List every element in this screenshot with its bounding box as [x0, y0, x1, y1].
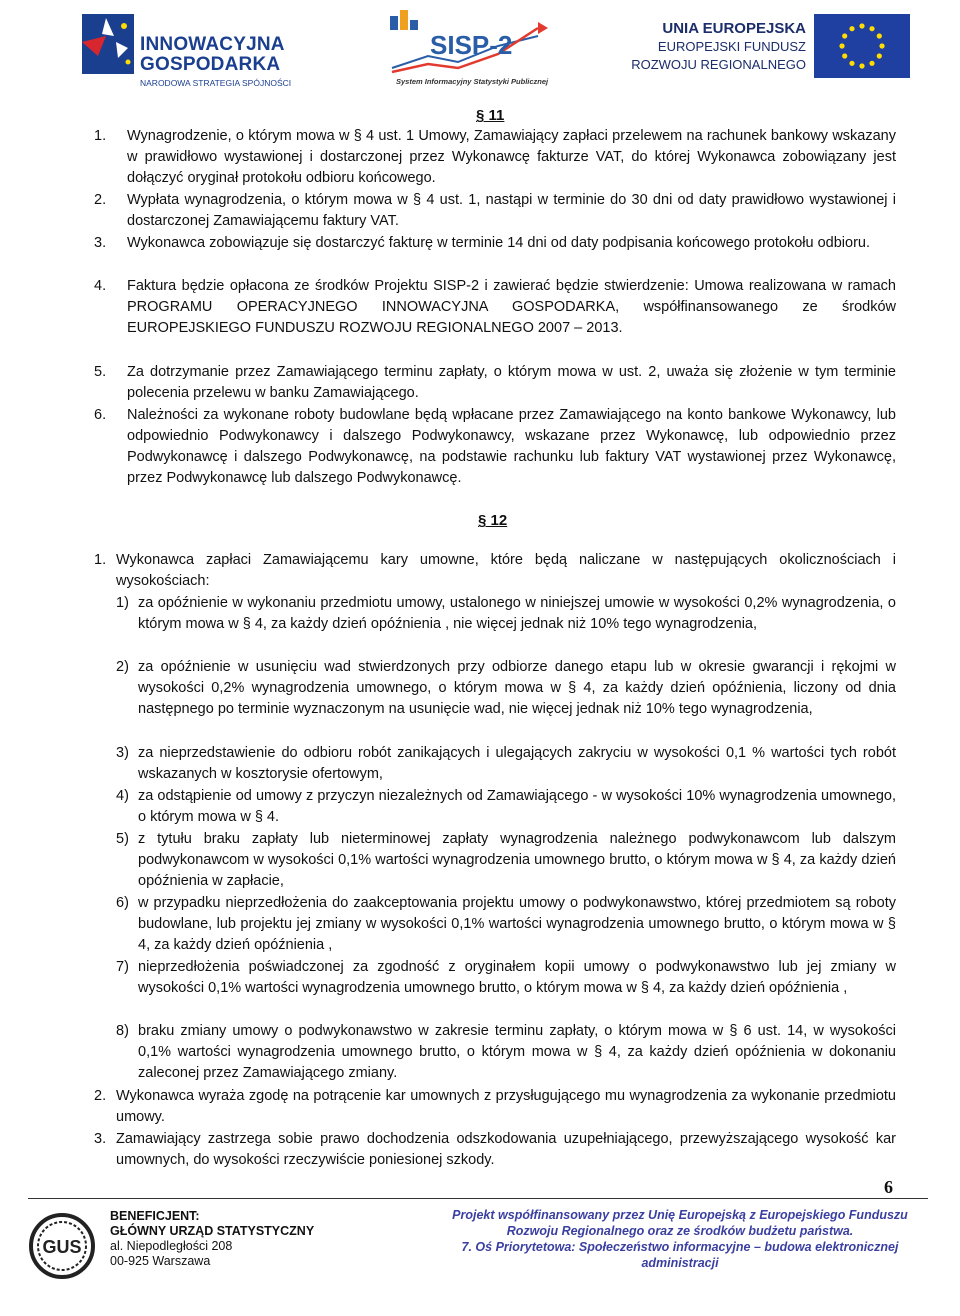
beneficiary-block: [110, 1209, 314, 1269]
section-11-heading: § 11: [476, 107, 505, 124]
project-funding-note: [430, 1207, 930, 1271]
sisp-2-logo: [388, 6, 558, 90]
eu-flag-icon: [814, 14, 910, 78]
beneficiary-address-2: 00-925 Warszawa: [110, 1254, 211, 1268]
section-12-heading: § 12: [478, 512, 508, 529]
sec11-item-4-number: 4.: [94, 278, 107, 294]
sisp-name: SISP-2: [430, 30, 513, 60]
eu-title: UNIA EUROPEJSKA: [662, 20, 806, 37]
sec11-item-2-text: Wypłata wynagrodzenia, o którym mowa w § 4 ust. 1, nastąpi w terminie do 30 dni od daty prawidłowo wystawionej i dostarczonej Zamawiającemu faktury VAT.: [127, 192, 896, 229]
ig-emblem-icon: [76, 12, 136, 76]
sisp-subtitle: System Informacyjny Statystyki Publicznej: [396, 77, 549, 86]
sec11-item-6-number: 6.: [94, 407, 107, 423]
gus-logo-icon: [28, 1212, 96, 1280]
ig-title-line2: GOSPODARKA: [140, 54, 281, 75]
ig-subtitle: NARODOWA STRATEGIA SPÓJNOŚCI: [140, 78, 292, 88]
sec11-item-6-text: Należności za wykonane roboty budowlane będą wpłacane przez Zamawiającego na konto bankowe Wykonawcy, lub odpowiednio Podwykonawcy i dalszego Podwykonawcy, wskazane przez Wykonawcę, lub odpowiednio przez Podwykonawcę i dalszego Podwykonawcę, na podstawie rachunku lub faktury VAT wystawionej przez Wykonawcę, przez Podwykonawcę lub dalszego Podwykonawcę.: [127, 407, 896, 486]
sec11-item-1-text: Wynagrodzenie, o którym mowa w § 4 ust. 1 Umowy, Zamawiający zapłaci przelewem na rachunek bankowy wskazany w prawidłowo wystawionej i dostarczonej przez Wykonawcę fakturze VAT, do której Wykonawca zobowiązany jest dołączyć oryginał protokołu odbioru końcowego.: [127, 128, 896, 186]
eu-logo-block: [631, 14, 910, 84]
sec11-item-5-number: 5.: [94, 364, 107, 380]
sec12-sub-1-number: 1): [116, 595, 129, 611]
project-line-4: administracji: [641, 1256, 719, 1270]
sec12-sub-4-number: 4): [116, 788, 129, 804]
project-line-1: Projekt współfinansowany przez Unię Europejską z Europejskiego Funduszu: [452, 1208, 908, 1222]
sec11-item-4-text: Faktura będzie opłacona ze środków Projektu SISP-2 i zawierać będzie stwierdzenie: Umowa realizowana w ramach PROGRAMU OPERACYJNEGO INNOWACYJNA GOSPODARKA, współfinansowanego ze środków EUROPEJSKIEGO FUNDUSZU ROZWOJU REGIONALNEGO 2007 – 2013.: [127, 278, 896, 336]
sec12-item-2-number: 2.: [94, 1088, 107, 1104]
sec12-sub-3-number: 3): [116, 745, 129, 761]
eu-fund-line1: EUROPEJSKI FUNDUSZ: [657, 39, 806, 54]
sec12-item-1-number: 1.: [94, 552, 107, 568]
sec12-sub-8-text: braku zmiany umowy o podwykonawstwo w zakresie terminu zapłaty, o którym mowa w § 6 ust. 14, w wysokości 0,1% wartości wynagrodzenia umownego brutto, o którym mowa w § 4, za każdy dzień opóźnienia w dokonaniu zaleconej przez Zamawiającego zmiany.: [138, 1023, 896, 1081]
ig-title-line1: INNOWACYJNA: [140, 34, 285, 55]
sec12-sub-6-number: 6): [116, 895, 129, 911]
sec11-item-5-text: Za dotrzymanie przez Zamawiającego terminu zapłaty, o którym mowa w ust. 2, uważa się złożenie w tym terminie polecenia przelewu w banku Zamawiającego.: [127, 364, 896, 401]
sec11-item-1-number: 1.: [94, 128, 107, 144]
gus-logo-text: GUS: [42, 1237, 82, 1257]
sec11-item-2-number: 2.: [94, 192, 107, 208]
sec12-sub-3-text: za nieprzedstawienie do odbioru robót zanikających i ulegających zakryciu w wysokości 0,1 % wartości tych robót wskazanych w kosztorysie ofertowym,: [138, 745, 896, 782]
sec12-item-3-number: 3.: [94, 1131, 107, 1147]
sec11-item-3-text: Wykonawca zobowiązuje się dostarczyć fakturę w terminie 14 dni od daty podpisania końcowego protokołu odbioru.: [127, 235, 871, 251]
sec11-item-3-number: 3.: [94, 235, 107, 251]
eu-fund-line2: ROZWOJU REGIONALNEGO: [631, 57, 806, 72]
sec12-sub-5-text: z tytułu braku zapłaty lub nieterminowej zapłaty wynagrodzenia należnego podwykonawcom lub dalszym podwykonawcom w wysokości 0,1% wartości wynagrodzenia umownego brutto, o którym mowa w § 4, za każdy dzień opóźnienia w zapłacie,: [138, 831, 896, 889]
beneficiary-label: BENEFICJENT:: [110, 1209, 200, 1223]
sec12-sub-6-text: w przypadku nieprzedłożenia do zaakceptowania projektu umowy o podwykonawstwo, której przedmiotem są roboty budowlane, lub projektu jej zmiany w wysokości 0,1% wartości wynagrodzenia umownego brutto, o którym mowa w § 4, za każdy dzień opóźnienia ,: [138, 895, 896, 953]
sec12-sub-8-number: 8): [116, 1023, 129, 1039]
project-line-2: Rozwoju Regionalnego oraz ze środków budżetu państwa.: [506, 1224, 854, 1238]
sec12-sub-1-text: za opóźnienie w wykonaniu przedmiotu umowy, ustalonego w niniejszej umowie w wysokości 0,2% wynagrodzenia, o którym mowa w § 4, za każdy dzień opóźnienia , nie więcej jednak niż 10% tego wynagrodzenia,: [138, 595, 896, 632]
sec12-sub-2-text: za opóźnienie w usunięciu wad stwierdzonych przy odbiorze danego etapu lub w okresie gwarancji i rękojmi w wysokości 0,2% wynagrodzenia umownego, o którym mowa w § 4, za każdy dzień opóźnienia, liczony od dnia następnego po terminie wyznaczonym na usunięcie wad, nie więcej jednak niż 10% tego wynagrodzenia,: [138, 659, 896, 717]
page-number: 6: [884, 1177, 893, 1197]
sec12-item-1-text: Wykonawca zapłaci Zamawiającemu kary umowne, które będą naliczane w następujących okolicznościach i wysokościach:: [116, 552, 896, 589]
beneficiary-address-1: al. Niepodległości 208: [110, 1239, 233, 1253]
sec12-sub-7-number: 7): [116, 959, 129, 975]
page-header: [0, 0, 960, 90]
sec12-sub-4-text: za odstąpienie od umowy z przyczyn niezależnych od Zamawiającego - w wysokości 10% wynagrodzenia umownego, o którym mowa w § 4.: [138, 788, 896, 825]
sec12-sub-7-text: nieprzedłożenia poświadczonej za zgodność z oryginałem kopii umowy o podwykonawstwo lub jej zmiany w wysokości 0,1% wartości wynagrodzenia umownego brutto, o którym mowa w § 4, za każdy dzień opóźnienia ,: [138, 959, 896, 996]
sec12-sub-5-number: 5): [116, 831, 129, 847]
footer-divider: [28, 1198, 928, 1199]
project-line-3: 7. Oś Priorytetowa: Społeczeństwo informacyjne – budowa elektronicznej: [461, 1240, 899, 1254]
sec12-sub-2-number: 2): [116, 659, 129, 675]
sec12-item-3-text: Zamawiający zastrzega sobie prawo dochodzenia odszkodowania uzupełniającego, przewyższającego wysokość kar umownych, do wysokości rzeczywiście poniesionej szkody.: [116, 1131, 896, 1168]
sec12-item-2-text: Wykonawca wyraża zgodę na potrącenie kar umownych z przysługującego mu wynagrodzenia za wykonanie przedmiotu umowy.: [116, 1088, 896, 1125]
beneficiary-name: GŁÓWNY URZĄD STATYSTYCZNY: [110, 1224, 315, 1238]
innowacyjna-gospodarka-logo: [76, 12, 296, 88]
